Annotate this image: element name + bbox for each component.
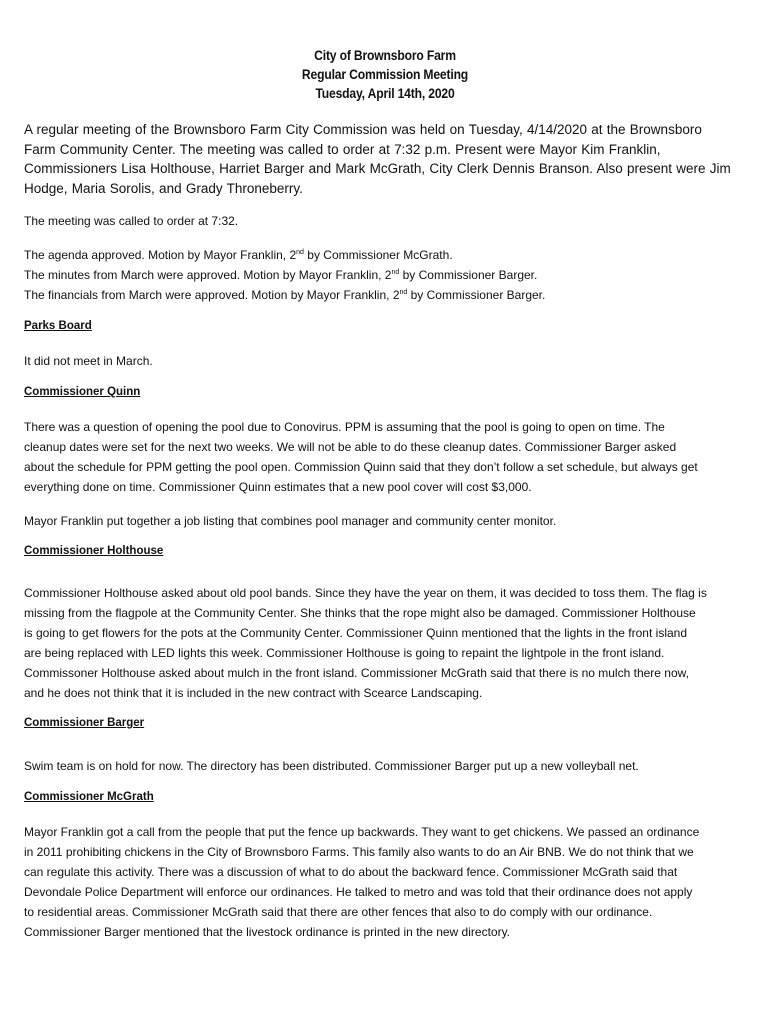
intro-paragraph [24,120,750,198]
paragraph-line: can regulate this activity. There was a discussion of what to do about the backward fence. Commissioner McGrath said that [24,865,678,879]
barger-text: Swim team is on hold for now. The directory has been distributed. Commissioner Barger put up a new volleyball net. [24,759,639,773]
paragraph-line: are being replaced with LED lights this week. Commissioner Holthouse is going to repaint the lightpole in the front island. [24,646,665,660]
meeting-type: Regular Commission Meeting [301,67,469,82]
paragraph-line: There was a question of opening the pool due to Conovirus. PPM is assuming that the pool is going to open on time. The [24,420,665,434]
approval-financials: The financials from March were approved. Motion by Mayor Franklin, 2nd by Commissioner Barger. [24,288,546,302]
intro-line: Farm Community Center. The meeting was called to order at 7:32 p.m. Present were Mayor Kim Franklin, [24,141,661,157]
section-heading-commissioner-barger: Commissioner Barger [24,717,145,729]
intro-line: Commissioners Lisa Holthouse, Harriet Barger and Mark McGrath, City Clerk Dennis Branson. Also present were Jim [24,161,731,176]
meeting-date: Tuesday, April 14th, 2020 [315,86,455,101]
parks-board-text: It did not meet in March. [24,354,153,368]
document-title: City of Brownsboro Farm [314,48,456,63]
holthouse-paragraph [24,583,750,703]
quinn-extra-text: Mayor Franklin put together a job listing that combines pool manager and community center monitor. [24,514,557,528]
section-heading-commissioner-mcgrath: Commissioner McGrath [24,791,154,803]
paragraph-line: Commissioner Barger mentioned that the livestock ordinance is printed in the new directory. [24,925,511,939]
paragraph-line: in 2011 prohibiting chickens in the City of Brownsboro Farms. This family also wants to do an Air BNB. We do not think that we [24,845,694,859]
paragraph-line: Devondale Police Department will enforce our ordinances. He talked to metro and was told that their ordinance does not apply [24,885,693,899]
approval-agenda: The agenda approved. Motion by Mayor Franklin, 2nd by Commissioner McGrath. [24,248,453,262]
approvals [24,245,750,305]
intro-line: Hodge, Maria Sorolis, and Grady Throneberry. [24,180,303,196]
paragraph-line: Mayor Franklin got a call from the people that put the fence up backwards. They want to get chickens. We passed an ordinance [24,825,700,839]
paragraph-line: everything done on time. Commissioner Quinn estimates that a new pool cover will cost $3,000. [24,480,532,494]
paragraph-line: cleanup dates were set for the next two weeks. We will not be able to do these cleanup dates. Commissioner Barger asked [24,440,677,454]
quinn-paragraph [24,417,750,497]
paragraph-line: to residential areas. Commissioner McGrath said that there are other fences that also to do comply with our ordinance. [24,905,653,919]
paragraph-line: missing from the flagpole at the Community Center. She thinks that the rope might also be damaged. Commissioner Holthouse [24,606,696,620]
section-heading-commissioner-holthouse: Commissioner Holthouse [24,545,164,557]
section-heading-commissioner-quinn: Commissioner Quinn [24,386,141,398]
paragraph-line: about the schedule for PPM getting the pool open. Commission Quinn said that they don’t follow a set schedule, but always get [24,460,698,474]
paragraph-line: and he does not think that it is included in the new contract with Scearce Landscaping. [24,686,483,700]
mcgrath-paragraph [24,822,750,942]
section-heading-parks-board: Parks Board [24,320,92,332]
approval-minutes: The minutes from March were approved. Motion by Mayor Franklin, 2nd by Commissioner Barger. [24,268,538,282]
paragraph-line: is going to get flowers for the pots at the Community Center. Commissioner Quinn mentioned that the lights in the front island [24,626,688,640]
paragraph-line: Commissioner Holthouse asked about old pool bands. Since they have the year on them, it was decided to toss them. The flag is [24,586,707,600]
intro-line: A regular meeting of the Brownsboro Farm City Commission was held on Tuesday, 4/14/2020 at the Brownsboro [24,122,702,137]
paragraph-line: Commissoner Holthouse asked about mulch in the front island. Commissioner McGrath said that there is no mulch there now, [24,666,689,680]
call-to-order: The meeting was called to order at 7:32. [24,214,239,228]
